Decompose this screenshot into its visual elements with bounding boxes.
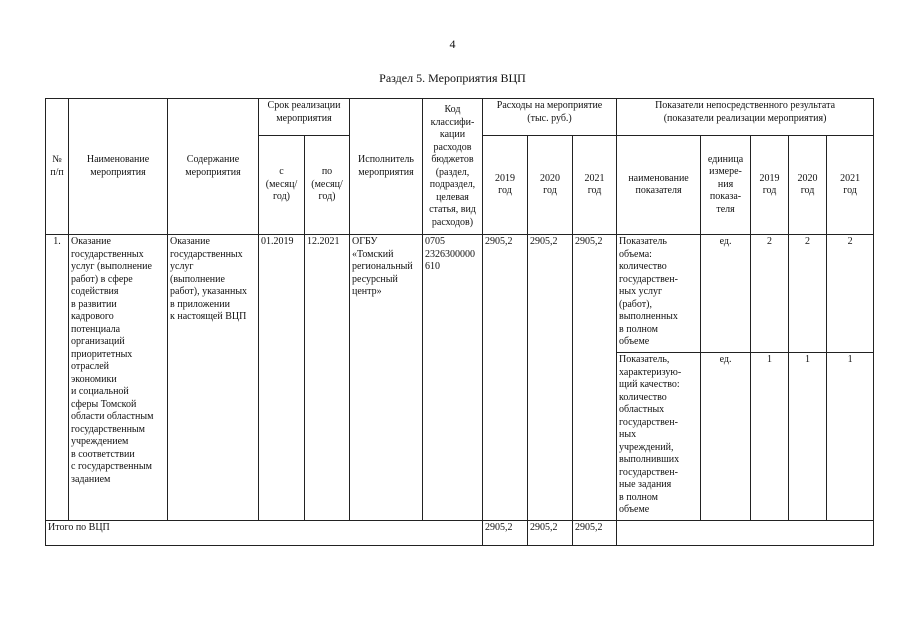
- page-number: 4: [449, 37, 456, 51]
- header-no: № п/п: [46, 99, 69, 235]
- row-name: Оказание государственных услуг (выполнение работ) в сфере содействия в развитии кадрового потенциала организаций приоритетных отраслей экономики и социальной сферы Томской области областным государственным учреждением в соответствии с государственным заданием: [69, 235, 168, 521]
- measures-table: [45, 98, 874, 546]
- header-indicators: Показатели непосредственного результата (показатели реализации мероприятия): [617, 99, 874, 136]
- header-exp-2019: 2019 год: [483, 136, 528, 235]
- total-empty: [617, 521, 874, 546]
- row-executor: ОГБУ «Томский региональный ресурсный центр»: [350, 235, 423, 521]
- header-code: Код классифи- кации расходов бюджетов (раздел, подраздел, целевая статья, вид расходов): [423, 99, 483, 235]
- header-term: Срок реализации мероприятия: [259, 99, 350, 136]
- total-label: Итого по ВЦП: [46, 521, 483, 546]
- row-term-from: 01.2019: [259, 235, 305, 521]
- row-code: 0705 2326300000 610: [423, 235, 483, 521]
- indicator-unit: ед.: [701, 353, 751, 521]
- header-term-from: с (месяц/ год): [259, 136, 305, 235]
- header-exp-2020: 2020 год: [528, 136, 573, 235]
- section-title: Раздел 5. Мероприятия ВЦП: [379, 71, 526, 85]
- row-exp-2021: 2905,2: [573, 235, 617, 521]
- header-ind-2020: 2020 год: [789, 136, 827, 235]
- indicator-2019: 1: [751, 353, 789, 521]
- header-content: Содержание мероприятия: [168, 99, 259, 235]
- header-executor: Исполнитель мероприятия: [350, 99, 423, 235]
- header-ind-2019: 2019 год: [751, 136, 789, 235]
- header-name: Наименование мероприятия: [69, 99, 168, 235]
- total-exp-2020: 2905,2: [528, 521, 573, 546]
- header-exp-2021: 2021 год: [573, 136, 617, 235]
- indicator-2020: 1: [789, 353, 827, 521]
- indicator-name: Показатель объема: количество государствен- ных услуг (работ), выполненных в полном объеме: [617, 235, 701, 353]
- total-exp-2019: 2905,2: [483, 521, 528, 546]
- header-ind-2021: 2021 год: [827, 136, 874, 235]
- row-exp-2019: 2905,2: [483, 235, 528, 521]
- row-content: Оказание государственных услуг (выполнение работ), указанных в приложении к настоящей ВЦП: [168, 235, 259, 521]
- indicator-2021: 2: [827, 235, 874, 353]
- indicator-2021: 1: [827, 353, 874, 521]
- table-row: [46, 235, 874, 353]
- total-row: [46, 521, 874, 546]
- header-indicator-name: наименование показателя: [617, 136, 701, 235]
- row-exp-2020: 2905,2: [528, 235, 573, 521]
- header-term-to: по (месяц/ год): [305, 136, 350, 235]
- indicator-2020: 2: [789, 235, 827, 353]
- indicator-2019: 2: [751, 235, 789, 353]
- indicator-name: Показатель, характеризую- щий качество: количество областных государствен- ных учреждений, выполнивших государствен- ные задания в полном объеме: [617, 353, 701, 521]
- indicator-unit: ед.: [701, 235, 751, 353]
- total-exp-2021: 2905,2: [573, 521, 617, 546]
- header-expenses: Расходы на мероприятие (тыс. руб.): [483, 99, 617, 136]
- row-no: 1.: [46, 235, 69, 521]
- row-term-to: 12.2021: [305, 235, 350, 521]
- header-indicator-unit: единица измере- ния показа- теля: [701, 136, 751, 235]
- header-row-1: [46, 99, 874, 136]
